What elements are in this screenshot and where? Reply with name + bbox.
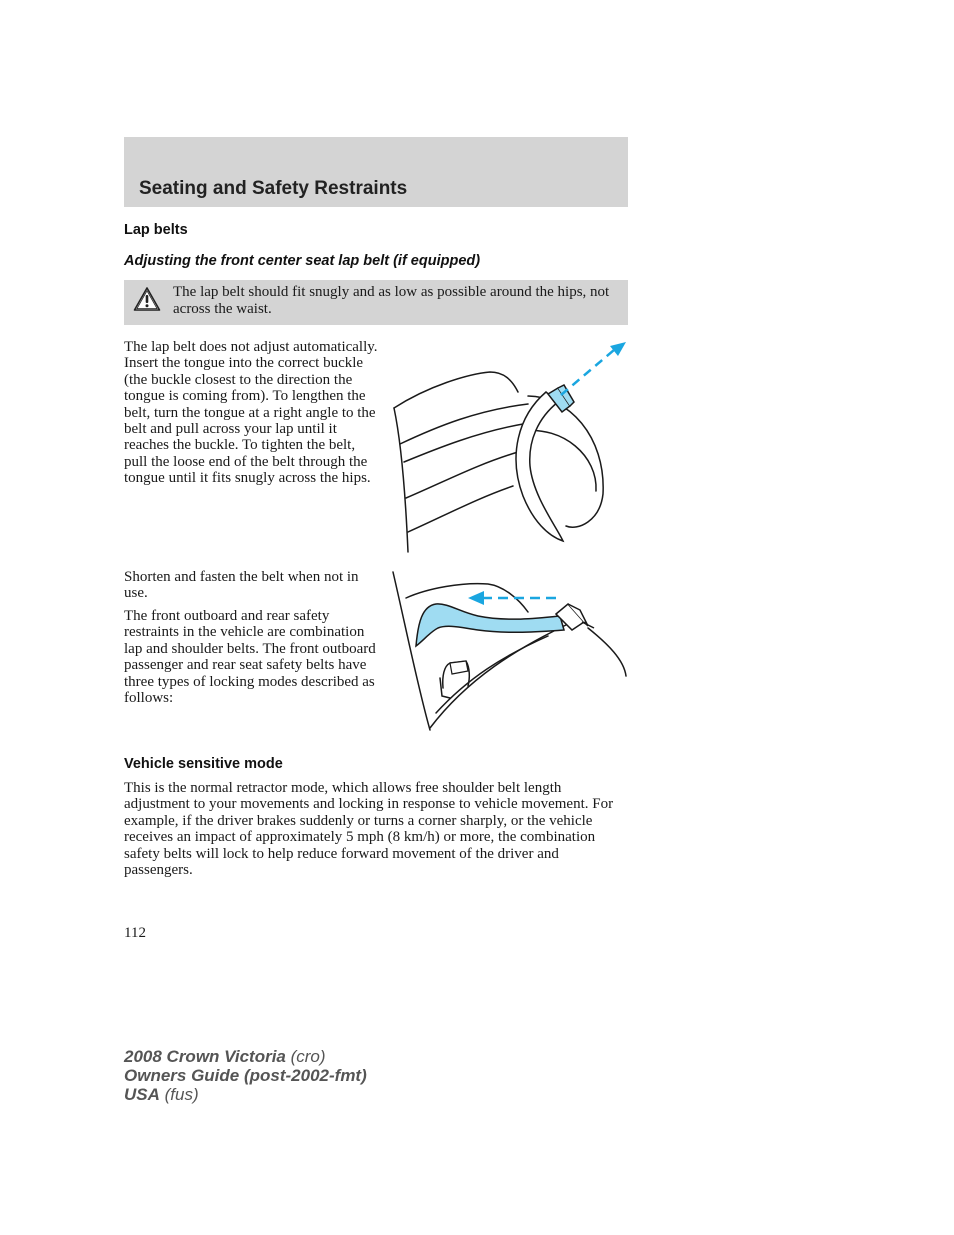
illustration-tighten-belt (388, 568, 630, 734)
footer-guide: Owners Guide (post-2002-fmt) (124, 1066, 367, 1085)
seat-edge-line (394, 408, 408, 552)
paragraph-lap-belt-adjust: The lap belt does not adjust automatically. Insert the tongue into the correct buckle (the buckle closest to the direction the tongue is coming from). To lengthen the belt, turn the tongue at a right angle to the belt and pull across your lap until it reaches the buckle. To tighten the belt, pull the loose end of the belt through the tongue until it fits snugly across the hips. (124, 339, 378, 487)
lap-belt-webbing (516, 392, 563, 541)
heading-vehicle-sensitive-mode: Vehicle sensitive mode (124, 756, 283, 772)
warning-triangle-icon (133, 286, 161, 312)
footer-market: USA (124, 1085, 160, 1104)
paragraph-shorten-fasten: Shorten and fasten the belt when not in use. (124, 569, 359, 602)
section-title: Seating and Safety Restraints (139, 178, 408, 199)
warning-text: The lap belt should fit snugly and as low as possible around the hips, not across the waist. (173, 284, 610, 317)
lap-belt-webbing (416, 604, 564, 646)
paragraph-vehicle-sensitive: This is the normal retractor mode, which allows free shoulder belt length adjustment to your movements and locking in response to vehicle movement. For example, if the driver brakes suddenly or turns a corner sharply, or the vehicle receives an impact of approximately 5 mph (8 km/h) or more, the combination safety belts will lock to help reduce forward movement of the driver and passengers. (124, 780, 614, 879)
heading-lap-belts: Lap belts (124, 222, 188, 238)
arrow-head-icon (610, 342, 626, 356)
footer-model: 2008 Crown Victoria (124, 1047, 286, 1066)
document-footer (124, 1047, 367, 1104)
arrow-head-icon (468, 591, 484, 605)
page-number: 112 (124, 925, 146, 941)
illustration-lengthen-belt (378, 336, 630, 556)
direction-arrow-line (561, 350, 614, 395)
heading-adjusting-center-lap-belt: Adjusting the front center seat lap belt (if equipped) (124, 253, 481, 269)
footer-model-code: (cro) (285, 1047, 326, 1066)
paragraph-combination-belts: The front outboard and rear safety restraints in the vehicle are combination lap and shoulder belts. The front outboard passenger and rear seat safety belts have three types of locking modes described as follows: (124, 608, 376, 707)
footer-market-code: (fus) (159, 1085, 199, 1104)
